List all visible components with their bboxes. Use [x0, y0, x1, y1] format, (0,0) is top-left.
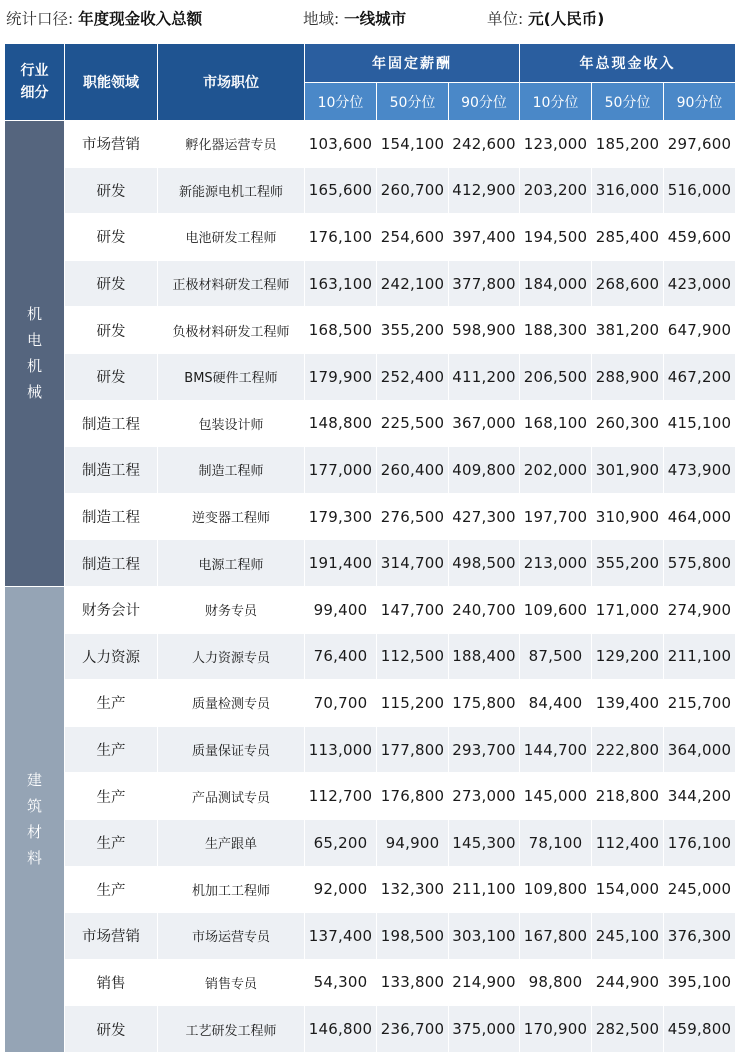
- position-cell: 电源工程师: [158, 540, 305, 587]
- fixed-p50-cell: 112,500: [377, 633, 449, 680]
- total-p50-cell: 171,000: [592, 586, 664, 633]
- table-row: [5, 214, 736, 261]
- fixed-p10-cell: 103,600: [305, 121, 377, 168]
- fixed-p90-cell: 273,000: [449, 773, 520, 820]
- fixed-p50-cell: 254,600: [377, 214, 449, 261]
- function-cell: 研发: [65, 214, 158, 261]
- function-cell: 人力资源: [65, 633, 158, 680]
- total-p10-cell: 188,300: [520, 307, 592, 354]
- total-p90-cell: 376,300: [664, 913, 736, 960]
- fixed-p10-cell: 163,100: [305, 260, 377, 307]
- position-cell: 电池研发工程师: [158, 214, 305, 261]
- position-cell: 孵化器运营专员: [158, 121, 305, 168]
- table-row: [5, 447, 736, 494]
- position-cell: 销售专员: [158, 959, 305, 1006]
- fixed-p10-cell: 99,400: [305, 586, 377, 633]
- fixed-p50-cell: 198,500: [377, 913, 449, 960]
- function-cell: 研发: [65, 307, 158, 354]
- position-cell: 人力资源专员: [158, 633, 305, 680]
- function-cell: 制造工程: [65, 493, 158, 540]
- total-p90-cell: 245,000: [664, 866, 736, 913]
- fixed-p90-cell: 145,300: [449, 819, 520, 866]
- fixed-p90-cell: 498,500: [449, 540, 520, 587]
- fixed-p10-cell: 165,600: [305, 167, 377, 214]
- total-p50-cell: 112,400: [592, 819, 664, 866]
- total-p10-cell: 197,700: [520, 493, 592, 540]
- total-p10-header: 10分位: [520, 83, 592, 121]
- fixed-p10-cell: 76,400: [305, 633, 377, 680]
- total-p90-cell: 473,900: [664, 447, 736, 494]
- position-cell: 生产跟单: [158, 819, 305, 866]
- function-cell: 制造工程: [65, 447, 158, 494]
- position-cell: 工艺研发工程师: [158, 1006, 305, 1053]
- region-value: 一线城市: [344, 10, 407, 28]
- total-p10-cell: 203,200: [520, 167, 592, 214]
- table-row: [5, 400, 736, 447]
- total-p10-cell: 109,800: [520, 866, 592, 913]
- table-row: [5, 540, 736, 587]
- fixed-p90-cell: 188,400: [449, 633, 520, 680]
- total-p90-cell: 274,900: [664, 586, 736, 633]
- total-cash-header: 年总现金收入: [520, 44, 736, 83]
- fixed-p90-cell: 293,700: [449, 726, 520, 773]
- fixed-p90-cell: 303,100: [449, 913, 520, 960]
- total-p90-cell: 415,100: [664, 400, 736, 447]
- table-row: [5, 586, 736, 633]
- total-p90-cell: 344,200: [664, 773, 736, 820]
- function-cell: 制造工程: [65, 540, 158, 587]
- total-p10-cell: 84,400: [520, 680, 592, 727]
- function-cell: 研发: [65, 1006, 158, 1053]
- fixed-p50-cell: 260,700: [377, 167, 449, 214]
- total-p50-cell: 244,900: [592, 959, 664, 1006]
- total-p90-cell: 467,200: [664, 353, 736, 400]
- total-p90-cell: 459,600: [664, 214, 736, 261]
- region-info: [303, 4, 406, 34]
- total-p10-cell: 168,100: [520, 400, 592, 447]
- total-p50-cell: 222,800: [592, 726, 664, 773]
- fixed-p90-cell: 377,800: [449, 260, 520, 307]
- function-cell: 销售: [65, 959, 158, 1006]
- total-p90-cell: 575,800: [664, 540, 736, 587]
- total-p90-cell: 297,600: [664, 121, 736, 168]
- fixed-p90-cell: 214,900: [449, 959, 520, 1006]
- position-cell: 市场运营专员: [158, 913, 305, 960]
- total-p90-cell: 364,000: [664, 726, 736, 773]
- fixed-p10-cell: 191,400: [305, 540, 377, 587]
- function-header: 职能领域: [65, 44, 158, 121]
- total-p10-cell: 123,000: [520, 121, 592, 168]
- position-header: 市场职位: [158, 44, 305, 121]
- fixed-p50-cell: 147,700: [377, 586, 449, 633]
- fixed-p10-cell: 168,500: [305, 307, 377, 354]
- fixed-p10-cell: 179,900: [305, 353, 377, 400]
- table-row: [5, 726, 736, 773]
- fixed-p90-cell: 409,800: [449, 447, 520, 494]
- fixed-p90-cell: 242,600: [449, 121, 520, 168]
- function-cell: 生产: [65, 773, 158, 820]
- function-cell: 研发: [65, 353, 158, 400]
- position-cell: 产品测试专员: [158, 773, 305, 820]
- position-cell: 机加工工程师: [158, 866, 305, 913]
- total-p50-cell: 355,200: [592, 540, 664, 587]
- unit-info: [487, 4, 604, 34]
- table-row: [5, 307, 736, 354]
- position-cell: BMS硬件工程师: [158, 353, 305, 400]
- total-p10-cell: 213,000: [520, 540, 592, 587]
- function-cell: 制造工程: [65, 400, 158, 447]
- position-cell: 负极材料研发工程师: [158, 307, 305, 354]
- total-p90-cell: 459,800: [664, 1006, 736, 1053]
- total-p50-cell: 301,900: [592, 447, 664, 494]
- total-p50-cell: 139,400: [592, 680, 664, 727]
- total-p90-cell: 516,000: [664, 167, 736, 214]
- total-p90-cell: 464,000: [664, 493, 736, 540]
- fixed-p10-cell: 70,700: [305, 680, 377, 727]
- total-p10-cell: 109,600: [520, 586, 592, 633]
- position-cell: 新能源电机工程师: [158, 167, 305, 214]
- total-p10-cell: 167,800: [520, 913, 592, 960]
- function-cell: 财务会计: [65, 586, 158, 633]
- total-p90-cell: 215,700: [664, 680, 736, 727]
- total-p10-cell: 87,500: [520, 633, 592, 680]
- fixed-p10-cell: 177,000: [305, 447, 377, 494]
- position-cell: 包装设计师: [158, 400, 305, 447]
- total-p50-cell: 218,800: [592, 773, 664, 820]
- fixed-p90-cell: 427,300: [449, 493, 520, 540]
- salary-table: [4, 43, 736, 1053]
- total-p50-cell: 260,300: [592, 400, 664, 447]
- function-cell: 市场营销: [65, 913, 158, 960]
- fixed-p90-cell: 240,700: [449, 586, 520, 633]
- total-p50-cell: 310,900: [592, 493, 664, 540]
- scope-info: [6, 4, 202, 34]
- total-p50-cell: 381,200: [592, 307, 664, 354]
- fixed-p90-header: 90分位: [449, 83, 520, 121]
- fixed-p90-cell: 412,900: [449, 167, 520, 214]
- total-p90-cell: 176,100: [664, 819, 736, 866]
- industry-header-label: 行业细分: [20, 63, 49, 101]
- fixed-p10-cell: 137,400: [305, 913, 377, 960]
- scope-label: 统计口径:: [6, 10, 79, 28]
- total-p10-cell: 206,500: [520, 353, 592, 400]
- fixed-p50-cell: 115,200: [377, 680, 449, 727]
- table-row: [5, 680, 736, 727]
- fixed-p50-cell: 276,500: [377, 493, 449, 540]
- fixed-p10-cell: 92,000: [305, 866, 377, 913]
- total-p10-cell: 98,800: [520, 959, 592, 1006]
- position-cell: 正极材料研发工程师: [158, 260, 305, 307]
- total-p90-cell: 395,100: [664, 959, 736, 1006]
- table-row: [5, 866, 736, 913]
- fixed-p10-cell: 112,700: [305, 773, 377, 820]
- table-row: [5, 493, 736, 540]
- position-cell: 制造工程师: [158, 447, 305, 494]
- total-p10-cell: 194,500: [520, 214, 592, 261]
- total-p10-cell: 145,000: [520, 773, 592, 820]
- fixed-p50-cell: 236,700: [377, 1006, 449, 1053]
- table-body: [5, 121, 736, 1053]
- table-row: [5, 121, 736, 168]
- total-p10-cell: 184,000: [520, 260, 592, 307]
- unit-label: 单位:: [487, 10, 529, 28]
- fixed-p10-cell: 113,000: [305, 726, 377, 773]
- fixed-p50-cell: 260,400: [377, 447, 449, 494]
- fixed-p10-cell: 54,300: [305, 959, 377, 1006]
- total-p10-cell: 78,100: [520, 819, 592, 866]
- total-p50-cell: 185,200: [592, 121, 664, 168]
- total-p50-cell: 288,900: [592, 353, 664, 400]
- fixed-p50-cell: 252,400: [377, 353, 449, 400]
- fixed-p90-cell: 397,400: [449, 214, 520, 261]
- function-cell: 生产: [65, 726, 158, 773]
- header-row-groups: [5, 44, 736, 83]
- fixed-p50-cell: 355,200: [377, 307, 449, 354]
- total-p90-cell: 423,000: [664, 260, 736, 307]
- table-row: [5, 913, 736, 960]
- function-cell: 生产: [65, 680, 158, 727]
- fixed-p50-cell: 132,300: [377, 866, 449, 913]
- fixed-p50-cell: 225,500: [377, 400, 449, 447]
- industry-label: 建筑材料: [26, 771, 42, 868]
- table-row: [5, 353, 736, 400]
- position-cell: 财务专员: [158, 586, 305, 633]
- position-cell: 逆变器工程师: [158, 493, 305, 540]
- total-p50-header: 50分位: [592, 83, 664, 121]
- fixed-p90-cell: 598,900: [449, 307, 520, 354]
- fixed-p50-header: 50分位: [377, 83, 449, 121]
- function-cell: 研发: [65, 167, 158, 214]
- total-p50-cell: 129,200: [592, 633, 664, 680]
- scope-value: 年度现金收入总额: [78, 10, 203, 28]
- fixed-p50-cell: 176,800: [377, 773, 449, 820]
- fixed-p90-cell: 375,000: [449, 1006, 520, 1053]
- industry-header: [5, 44, 65, 121]
- total-p50-cell: 282,500: [592, 1006, 664, 1053]
- table-row: [5, 260, 736, 307]
- total-p50-cell: 268,600: [592, 260, 664, 307]
- fixed-p50-cell: 177,800: [377, 726, 449, 773]
- fixed-p10-cell: 176,100: [305, 214, 377, 261]
- unit-value: 元(人民币): [528, 10, 605, 28]
- fixed-p90-cell: 411,200: [449, 353, 520, 400]
- table-row: [5, 819, 736, 866]
- total-p10-cell: 170,900: [520, 1006, 592, 1053]
- fixed-p90-cell: 367,000: [449, 400, 520, 447]
- table-row: [5, 167, 736, 214]
- table-row: [5, 773, 736, 820]
- fixed-p10-cell: 146,800: [305, 1006, 377, 1053]
- industry-cell: [5, 121, 65, 587]
- total-p50-cell: 154,000: [592, 866, 664, 913]
- total-p50-cell: 245,100: [592, 913, 664, 960]
- function-cell: 市场营销: [65, 121, 158, 168]
- table-row: [5, 1006, 736, 1053]
- total-p10-cell: 202,000: [520, 447, 592, 494]
- fixed-p50-cell: 133,800: [377, 959, 449, 1006]
- fixed-salary-header: 年固定薪酬: [305, 44, 520, 83]
- total-p90-header: 90分位: [664, 83, 736, 121]
- fixed-p50-cell: 242,100: [377, 260, 449, 307]
- fixed-p10-cell: 179,300: [305, 493, 377, 540]
- industry-cell: [5, 586, 65, 1052]
- total-p90-cell: 647,900: [664, 307, 736, 354]
- position-cell: 质量检测专员: [158, 680, 305, 727]
- fixed-p50-cell: 94,900: [377, 819, 449, 866]
- function-cell: 生产: [65, 819, 158, 866]
- function-cell: 生产: [65, 866, 158, 913]
- fixed-p90-cell: 211,100: [449, 866, 520, 913]
- industry-label: 机电机械: [26, 305, 42, 402]
- fixed-p90-cell: 175,800: [449, 680, 520, 727]
- function-cell: 研发: [65, 260, 158, 307]
- fixed-p10-header: 10分位: [305, 83, 377, 121]
- table-row: [5, 959, 736, 1006]
- fixed-p10-cell: 65,200: [305, 819, 377, 866]
- total-p50-cell: 285,400: [592, 214, 664, 261]
- region-label: 地域:: [303, 10, 345, 28]
- total-p50-cell: 316,000: [592, 167, 664, 214]
- fixed-p50-cell: 314,700: [377, 540, 449, 587]
- fixed-p50-cell: 154,100: [377, 121, 449, 168]
- table-row: [5, 633, 736, 680]
- fixed-p10-cell: 148,800: [305, 400, 377, 447]
- position-cell: 质量保证专员: [158, 726, 305, 773]
- total-p90-cell: 211,100: [664, 633, 736, 680]
- total-p10-cell: 144,700: [520, 726, 592, 773]
